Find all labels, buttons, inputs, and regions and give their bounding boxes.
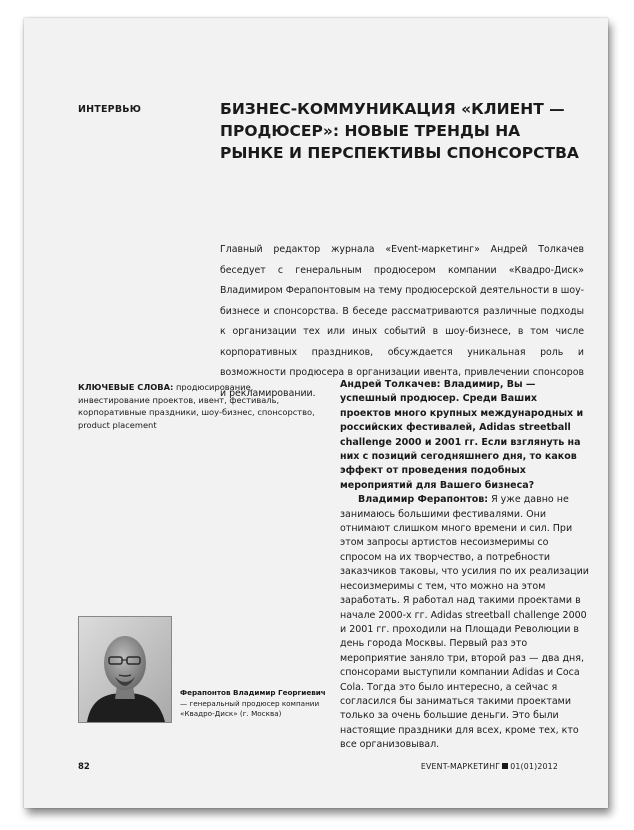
interview-answer [340, 493, 590, 752]
answer-text: Я уже давно не занимаюсь большими фестивалями. Они отнимают слишком много времени и сил. При этом запросы артистов несоизмеримы со спросом на их творчество, а потребности заказчиков таковы, что усилия по их реализации несоизмеримы с тем, что можно на этом заработать. Я работал над такими проектами в начале 2000-х гг. Adidas streetball challenge 2000 и 2001 гг. проходили на Площади Революции в день города Москвы. Первый раз это мероприятие заняло три, второй раз — два дня, спонсорами выступили компании Adidas и Coca Cola. Тогда это было интересно, а сейчас я согласился бы заниматься такими проектами только за очень большие деньги. Это были настоящие праздники для всех, кроме тех, кто все организовывал. [340, 494, 589, 751]
running-footer [421, 762, 558, 771]
interview-question: Андрей Толкачев: Владимир, Вы — успешный продюсер. Среди Ваших проектов много крупных международных и российских фестивалей, Adidas streetball challenge 2000 и 2001 гг. Если взглянуть на них с позиций сегодняшнего дня, то каков эффект от проведения подобных мероприятий для Вашего бизнеса? [340, 379, 584, 491]
photo-caption [180, 688, 326, 720]
portrait-photo [78, 616, 172, 723]
interview-body [340, 378, 590, 753]
square-icon [502, 763, 508, 769]
page-number: 82 [78, 762, 90, 772]
caption-name: Ферапонтов Владимир Георгиевич [180, 688, 326, 697]
article-headline: БИЗНЕС-КОММУНИКАЦИЯ «КЛИЕНТ — ПРОДЮСЕР»: НОВЫЕ ТРЕНДЫ НА РЫНКЕ И ПЕРСПЕКТИВЫ СПОНСОРСТВА [220, 100, 579, 162]
magazine-page [24, 18, 608, 808]
answer-speaker: Владимир Ферапонтов: [358, 494, 489, 506]
keywords-text: продюсирование, инвестирование проектов, ивент, фестиваль, корпоративные праздники, шоу-бизнес, спонсорство, product placement [78, 382, 315, 430]
footer-magazine: EVENT-МАРКЕТИНГ [420, 762, 501, 771]
keywords-block [78, 381, 318, 431]
section-label: ИНТЕРВЬЮ [78, 104, 142, 115]
caption-text: — генеральный продюсер компании «Квадро-Диск» (г. Москва) [180, 698, 320, 718]
footer-issue: 01(01)2012 [510, 762, 558, 771]
article-lead: Главный редактор журнала «Event-маркетинг» Андрей Толкачев беседует с генеральным продюсером компании «Квадро-Диск» Владимиром Ферапонтовым на тему продюсерской деятельности в шоу-бизнесе и спонсорства. В беседе рассматриваются различные подходы к организации тех или иных событий в шоу-бизнесе, в том числе корпоративных праздников, обсуждается уникальная роль и возможности продюсера в организации ивента, привлечении спонсоров и рекламировании. [220, 244, 584, 399]
portrait-image [79, 617, 171, 722]
keywords-title: КЛЮЧЕВЫЕ СЛОВА: [78, 382, 174, 392]
